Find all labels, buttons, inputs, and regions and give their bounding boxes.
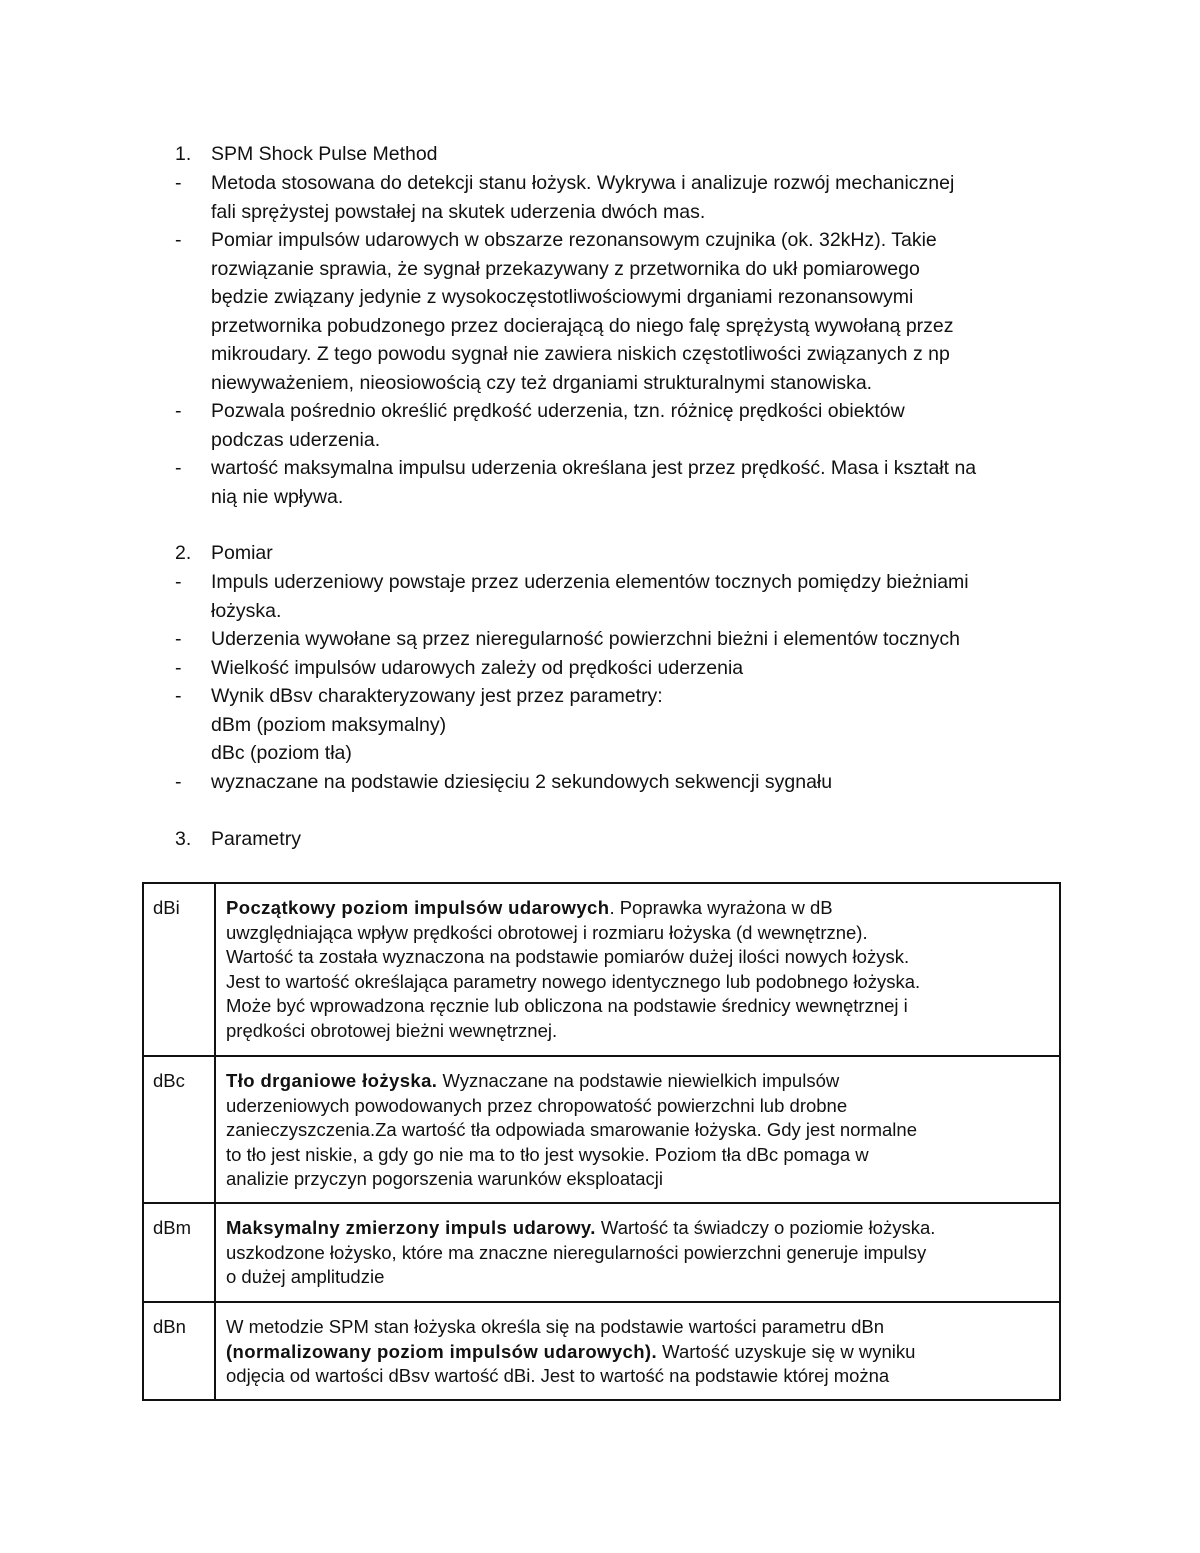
bullet-line: wartość maksymalna impulsu uderzenia określana jest przez prędkość. Masa i kształt na [211,457,977,479]
param-text: zanieczyszczenia.Za wartość tła odpowiada smarowanie łożyska. Gdy jest normalne [226,1119,917,1141]
list-item [0,682,1200,768]
bullet-line: nią nie wpływa. [211,485,344,508]
section-number: 2. [175,542,192,564]
param-text: Wartość ta została wyznaczona na podstawie pomiarów dużej ilości nowych łożysk. [226,946,910,968]
parameters-table [142,882,1061,1401]
bullet-dash: - [175,400,182,422]
bullet-line: łożyska. [211,599,282,622]
param-text: to tło jest niskie, a gdy go nie ma to tło jest wysokie. Poziom tła dBc pomaga w [226,1143,869,1165]
bullet-dash: - [175,685,182,707]
param-text: uszkodzone łożysko, które ma znaczne nieregularności powierzchni generuje impulsy [226,1241,927,1263]
bullet-dash: - [175,770,182,793]
bullet-dash: - [175,628,182,650]
table-row [143,1056,1060,1203]
param-text: uwzględniająca wpływ prędkości obrotowej i rozmiaru łożyska (d wewnętrzne). [226,921,868,943]
bullet-line: fali sprężystej powstałej na skutek uderzenia dwóch mas. [211,200,706,223]
section-heading [0,825,1200,854]
param-text: prędkości obrotowej bieżni wewnętrznej. [226,1019,558,1041]
bullet-dash: - [175,229,182,251]
bullet-line: Uderzenia wywołane są przez nieregularność powierzchni bieżni i elementów tocznych [211,628,960,650]
bullet-line: będzie związany jedynie z wysokoczęstotliwościowymi drganiami rezonansowymi [211,286,914,308]
bullet-dash: - [175,457,182,479]
param-text: W metodzie SPM stan łożyska określa się na podstawie wartości parametru dBn [226,1315,885,1337]
bullet-line: dBm (poziom maksymalny) [211,713,447,736]
bullet-line: Wynik dBsv charakteryzowany jest przez parametry: [211,685,663,707]
bullet-line: Pozwala pośrednio określić prędkość uderzenia, tzn. różnicę prędkości obiektów [211,400,905,422]
param-text: Wyznaczane na podstawie niewielkich impulsów [437,1070,840,1091]
param-code: dBn [143,1302,215,1400]
bullet-line: Pomiar impulsów udarowych w obszarze rezonansowym czujnika (ok. 32kHz). Takie [211,229,937,251]
param-text: o dużej amplitudzie [226,1266,385,1288]
list-item [0,568,1200,625]
param-bold-term: (normalizowany poziom impulsów udarowych). [226,1340,658,1362]
section-number: 1. [175,143,192,165]
table-row [143,1302,1060,1400]
bullet-line: Impuls uderzeniowy powstaje przez uderzenia elementów tocznych pomiędzy bieżniami [211,571,969,593]
param-text: odjęcia od wartości dBsv wartość dBi. Jest to wartość na podstawie której można [226,1365,890,1387]
bullet-line: Wielkość impulsów udarowych zależy od prędkości uderzenia [211,656,744,679]
param-code: dBi [143,883,215,1056]
bullet-line: Metoda stosowana do detekcji stanu łożysk. Wykrywa i analizuje rozwój mechanicznej [211,172,955,194]
list-item [0,625,1200,654]
param-description [215,1302,1060,1400]
section-spm [0,140,1200,511]
table-row [143,1203,1060,1302]
param-text: Wartość ta świadczy o poziomie łożyska. [595,1216,936,1238]
section-heading [0,539,1200,568]
list-item [0,169,1200,226]
list-item [0,768,1200,797]
param-code: dBc [143,1056,215,1203]
param-bold-term: Maksymalny zmierzony impuls udarowy. [226,1216,596,1238]
param-description [215,1056,1060,1203]
table-row [143,883,1060,1056]
bullet-line: dBc (poziom tła) [211,742,352,764]
param-text: Jest to wartość określająca parametry nowego identycznego lub podobnego łożyska. [226,970,921,992]
section-parametry [0,825,1200,854]
section-heading [0,140,1200,169]
param-text: uderzeniowych powodowanych przez chropowatość powierzchni lub drobne [226,1094,848,1116]
list-item [0,654,1200,683]
param-bold-term: Tło drganiowe łożyska. [226,1070,438,1091]
section-number: 3. [175,828,192,850]
list-item [0,454,1200,511]
param-bold-term: Początkowy poziom impulsów udarowych [226,897,610,918]
bullet-dash: - [175,172,182,194]
list-item [0,226,1200,397]
param-description [215,1203,1060,1302]
bullet-line: niewyważeniem, nieosiowością czy też drganiami strukturalnymi stanowiska. [211,371,873,394]
param-text: Może być wprowadzona ręcznie lub obliczona na podstawie średnicy wewnętrznej i [226,995,908,1017]
param-text: analizie przyczyn pogorszenia warunków eksploatacji [226,1168,664,1190]
bullet-dash: - [175,571,182,593]
bullet-line: mikroudary. Z tego powodu sygnał nie zawiera niskich częstotliwości związanych z np [211,343,950,365]
bullet-dash: - [175,656,182,679]
param-code: dBm [143,1203,215,1302]
param-text: Wartość uzyskuje się w wyniku [657,1340,916,1362]
list-item [0,397,1200,454]
section-title: SPM Shock Pulse Method [211,143,438,165]
bullet-line: rozwiązanie sprawia, że sygnał przekazywany z przetwornika do ukł pomiarowego [211,257,920,280]
section-title: Pomiar [211,542,273,564]
section-title: Parametry [211,828,301,850]
bullet-line: przetwornika pobudzonego przez docierającą do niego falę sprężystą wywołaną przez [211,314,954,337]
param-text: . Poprawka wyrażona w dB [609,897,833,918]
param-description [215,883,1060,1056]
bullet-line: podczas uderzenia. [211,428,381,451]
section-pomiar [0,539,1200,796]
bullet-line: wyznaczane na podstawie dziesięciu 2 sekundowych sekwencji sygnału [211,770,833,793]
